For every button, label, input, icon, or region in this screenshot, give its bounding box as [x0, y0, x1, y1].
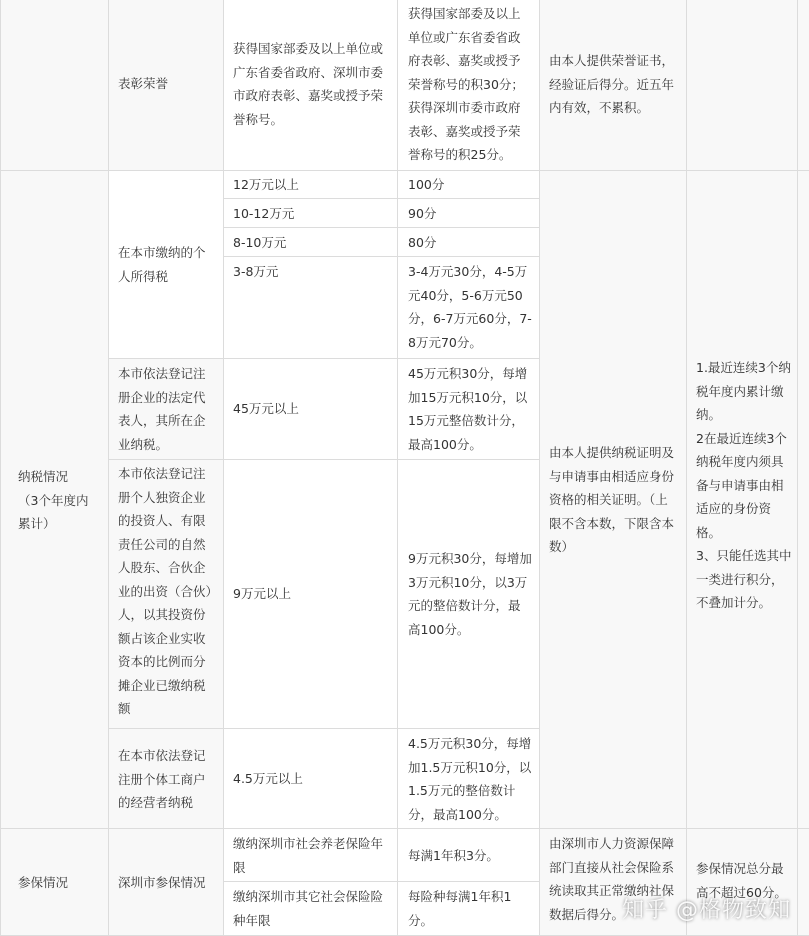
bracket-range: 3-8万元	[233, 264, 279, 279]
insurance-criteria: 缴纳深圳市社会养老保险年限	[233, 836, 384, 875]
legal-rep-score: 45万元积30分，每增加15万元积10分，以15万元整倍数计分，最高100分。	[408, 366, 528, 452]
tax-material: 由本人提供纳税证明及与申请事由相适应身份资格的相关证明。（上限不含本数，下限含本数）	[549, 445, 675, 554]
insurance-item: 深圳市参保情况	[118, 875, 206, 890]
bracket-score: 90分	[408, 206, 437, 221]
investor-score: 9万元积30分，每增加3万元积10分，以3万元的整倍数计分，最高100分。	[408, 551, 532, 637]
bracket-range: 8-10万元	[233, 235, 287, 250]
investor-criteria: 9万元以上	[233, 586, 291, 601]
legal-rep-criteria: 45万元以上	[233, 401, 299, 416]
watermark: 知乎 @格物致知	[622, 898, 791, 923]
honor-item: 表彰荣誉	[118, 76, 169, 91]
bracket-score: 80分	[408, 235, 437, 250]
bracket-score: 3-4万元30分，4-5万元40分，5-6万元50分，6-7万元60分，7-8万元70分。	[408, 264, 532, 350]
insurance-score: 每满1年积3分。	[408, 848, 499, 863]
honor-score: 获得国家部委及以上单位或广东省委省政府表彰、嘉奖或授予荣誉称号的积30分；获得深圳市委市政府表彰、嘉奖或授予荣誉称号的积25分。	[408, 6, 524, 162]
individual-business-criteria: 4.5万元以上	[233, 771, 303, 786]
insurance-category: 参保情况	[18, 875, 69, 890]
bracket-score: 100分	[408, 177, 445, 192]
tax-category: 纳税情况 （3个年度内累计）	[18, 469, 89, 531]
legal-rep-item: 本市依法登记注册企业的法定代表人，其所在企业纳税。	[118, 366, 206, 452]
insurance-notes: 参保情况总分最高不超过60分。	[696, 861, 787, 900]
bracket-range: 10-12万元	[233, 206, 295, 221]
income-tax-item: 在本市缴纳的个人所得税	[118, 245, 206, 284]
insurance-criteria: 缴纳深圳市其它社会保险险种年限	[233, 889, 384, 928]
insurance-score: 每险种每满1年积1分。	[408, 889, 512, 928]
honor-material: 由本人提供荣誉证书，经验证后得分。近五年内有效，不累积。	[549, 53, 675, 115]
insurance-material: 由深圳市人力资源保障部门直接从社会保险系统读取其正常缴纳社保数据后得分。	[549, 836, 675, 922]
tax-notes: 1.最近连续3个纳税年度内累计缴纳。 2在最近连续3个纳税年度内须具备与申请事由相适应的身份资格。 3、只能任选其中一类进行积分，不叠加计分。	[696, 360, 792, 610]
bracket-range: 12万元以上	[233, 177, 299, 192]
investor-item: 本市依法登记注册个人独资企业的投资人、有限责任公司的自然人股东、合伙企业的出资（合伙）人，以其投资份额占该企业实收资本的比例而分摊企业已缴纳税额	[118, 466, 212, 716]
individual-business-score: 4.5万元积30分，每增加1.5万元积10分，以1.5万元的整倍数计分，最高100分。	[408, 736, 532, 822]
honor-criteria: 获得国家部委及以上单位或广东省委省政府、深圳市委市政府表彰、嘉奖或授予荣誉称号。	[233, 41, 384, 127]
individual-business-item: 在本市依法登记注册个体工商户的经营者纳税	[118, 748, 206, 810]
